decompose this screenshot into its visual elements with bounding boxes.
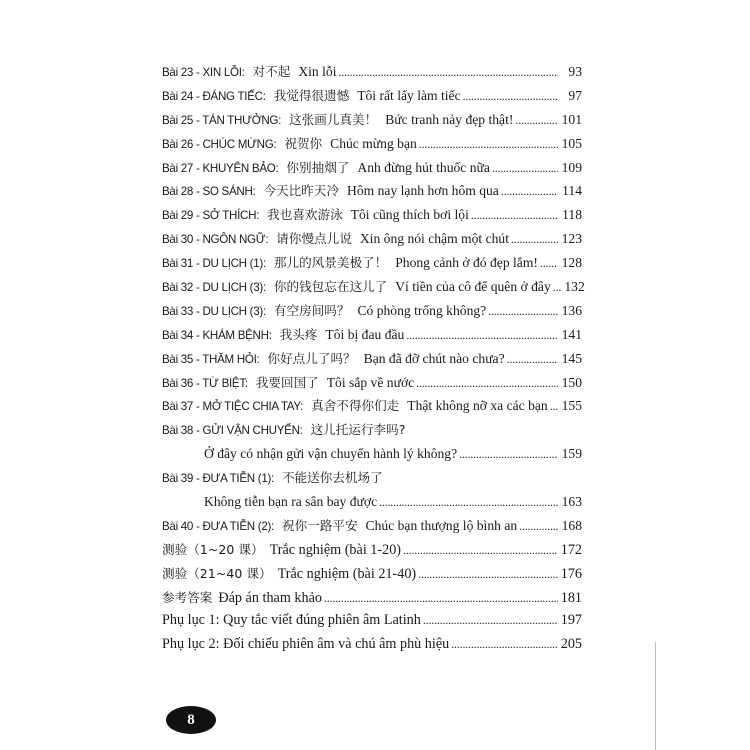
toc-entry-38-heading	[162, 418, 582, 442]
lesson-label: Bài 32 - DU LỊCH (3):	[162, 281, 266, 295]
toc-entry-29	[162, 203, 582, 227]
dot-leader	[540, 251, 558, 276]
toc-entry-23	[162, 60, 582, 84]
lesson-label: Bài 34 - KHÁM BỆNH:	[162, 328, 272, 342]
chinese-phrase: 我头疼	[279, 326, 318, 342]
page-ref: 114	[562, 183, 582, 199]
lesson-label: Bài 27 - KHUYÊN BẢO:	[162, 161, 279, 175]
toc-appendix-2	[162, 633, 582, 657]
vietnamese-phrase: Xin ông nói chậm một chút	[359, 231, 509, 247]
lesson-label: Bài 37 - MỞ TIỆC CHIA TAY:	[162, 400, 304, 414]
page-ref: 159	[561, 446, 582, 462]
vietnamese-phrase: Tôi sắp về nước	[326, 374, 415, 390]
page-ref: 123	[561, 231, 582, 247]
toc-entry-39-detail	[162, 490, 582, 514]
dot-leader	[418, 563, 558, 587]
page-ref: 150	[561, 374, 582, 390]
toc-entry-27	[162, 156, 582, 180]
chinese-phrase: 那儿的风景美极了！	[273, 255, 388, 271]
lesson-label: Bài 33 - DU LỊCH (3):	[162, 304, 266, 318]
dot-leader	[338, 60, 558, 85]
dot-leader	[451, 633, 558, 657]
page-ref: 168	[561, 517, 582, 533]
page-ref: 141	[561, 326, 582, 342]
lesson-label: Bài 24 - ĐÁNG TIẾC:	[162, 89, 266, 103]
toc-quiz-1	[162, 538, 582, 562]
vietnamese-phrase: Phong cảnh ở đó đẹp lắm!	[395, 255, 538, 271]
page-ref: 197	[560, 612, 582, 629]
chinese-phrase: 你别抽烟了	[286, 159, 350, 175]
toc-entry-38-detail	[162, 442, 582, 466]
dot-leader	[463, 84, 558, 109]
vietnamese-phrase: Tôi bị đau đầu	[325, 326, 405, 342]
chinese-phrase: 这儿托运行李吗?	[310, 422, 406, 438]
toc-answers	[162, 586, 582, 610]
toc-entry-34	[162, 323, 582, 347]
page-ref: 109	[561, 159, 582, 175]
vietnamese-phrase: Bức tranh này đẹp thật!	[385, 111, 514, 127]
page-ref: 205	[560, 636, 582, 653]
vietnamese-phrase: Chúc mừng bạn	[330, 135, 417, 151]
dot-leader	[406, 323, 558, 348]
dot-leader	[403, 539, 558, 563]
page-ref: 101	[561, 111, 582, 127]
toc-quiz-2	[162, 562, 582, 586]
page-ref: 93	[568, 64, 582, 79]
chinese-phrase: 真舍不得你们走	[311, 398, 400, 414]
lesson-label: Bài 23 - XIN LỖI:	[162, 66, 245, 79]
page-ref: 136	[561, 302, 582, 318]
appendix-title: Phụ lục 1: Quy tắc viết đúng phiên âm Latinh	[162, 612, 421, 629]
lesson-label: Bài 35 - THĂM HỎI:	[162, 352, 260, 366]
vietnamese-phrase: Bạn đã đỡ chút nào chưa?	[363, 350, 505, 366]
toc-appendix-1	[162, 609, 582, 633]
page-ref: 163	[561, 494, 582, 510]
chinese-phrase: 有空房间吗？	[273, 302, 350, 318]
vietnamese-phrase: Trắc nghiệm (bài 1-20)	[269, 541, 402, 558]
toc-entry-25	[162, 108, 582, 132]
lesson-label: Bài 31 - DU LỊCH (1):	[162, 257, 266, 271]
chinese-phrase: 测验（1~20 课）	[162, 541, 264, 557]
chinese-phrase: 参考答案	[162, 589, 213, 605]
page-ref: 172	[560, 541, 582, 558]
vietnamese-phrase: Hôm nay lạnh hơn hôm qua	[347, 183, 499, 199]
toc-entry-40	[162, 514, 582, 538]
toc-entry-33	[162, 299, 582, 323]
toc-entry-35	[162, 347, 582, 371]
vietnamese-phrase: Ví tiền của cô để quên ở đây	[395, 279, 551, 295]
lesson-label: Bài 26 - CHÚC MỪNG:	[162, 137, 277, 151]
vietnamese-phrase: Trắc nghiệm (bài 21-40)	[277, 565, 417, 582]
chinese-phrase: 今天比昨天冷	[263, 183, 340, 199]
lesson-label: Bài 38 - GỬI VẬN CHUYỂN:	[162, 424, 303, 438]
page-ref: 128	[561, 255, 582, 271]
chinese-phrase: 不能送你去机场了	[281, 470, 383, 486]
chinese-phrase: 我也喜欢游泳	[267, 207, 343, 223]
chinese-phrase: 测验（21~40 课）	[162, 565, 272, 581]
page-ref: 118	[562, 207, 582, 223]
dot-leader	[416, 371, 558, 396]
vietnamese-phrase: Tôi rất lấy làm tiếc	[357, 87, 461, 103]
dot-leader	[550, 394, 558, 419]
lesson-label: Bài 39 - ĐƯA TIỄN (1):	[162, 472, 274, 486]
vietnamese-phrase: Anh đừng hút thuốc nữa	[357, 159, 490, 175]
dot-leader	[423, 609, 558, 633]
toc-entry-30	[162, 227, 582, 251]
vietnamese-phrase: Đáp án tham khảo	[218, 589, 322, 606]
page-ref: 145	[561, 350, 582, 366]
page-ref: 176	[560, 565, 582, 582]
toc-entry-24	[162, 84, 582, 108]
page-ref: 181	[560, 589, 582, 606]
toc-entry-31	[162, 251, 582, 275]
chinese-phrase: 这张画儿真美！	[289, 111, 378, 127]
dot-leader	[511, 227, 558, 252]
page-number-badge: 8	[166, 706, 216, 734]
toc-entry-26	[162, 132, 582, 156]
dot-leader	[553, 275, 561, 300]
vietnamese-phrase: Có phòng trống không?	[357, 302, 487, 318]
chinese-phrase: 请你慢点儿说	[276, 231, 352, 247]
vietnamese-phrase: Chúc bạn thượng lộ bình an	[365, 517, 518, 533]
dot-leader	[515, 108, 558, 133]
vietnamese-phrase: Ở đây có nhận gửi vận chuyển hành lý không?	[204, 446, 458, 462]
vietnamese-phrase: Thật không nỡ xa các bạn	[407, 398, 548, 414]
dot-leader	[501, 179, 558, 204]
chinese-phrase: 我要回国了	[255, 374, 319, 390]
dot-leader	[459, 442, 558, 467]
dot-leader	[419, 132, 558, 157]
dot-leader	[492, 156, 558, 181]
lesson-label: Bài 40 - ĐƯA TIỄN (2):	[162, 519, 274, 533]
toc-entry-28	[162, 179, 582, 203]
dot-leader	[324, 587, 558, 611]
chinese-phrase: 祝贺你	[284, 135, 323, 151]
page-ref: 97	[568, 87, 582, 103]
page-edge-line	[655, 642, 656, 750]
dot-leader	[379, 490, 558, 515]
dot-leader	[488, 299, 558, 324]
dot-leader	[507, 347, 558, 372]
lesson-label: Bài 28 - SO SÁNH:	[162, 185, 256, 199]
vietnamese-phrase: Xin lỗi	[298, 64, 337, 79]
lesson-label: Bài 29 - SỞ THÍCH:	[162, 209, 260, 223]
chinese-phrase: 我觉得很遗憾	[273, 87, 350, 103]
lesson-label: Bài 36 - TỪ BIỆT:	[162, 376, 248, 390]
toc-entry-39-heading	[162, 466, 582, 490]
lesson-label: Bài 30 - NGÔN NGỮ:	[162, 233, 269, 247]
table-of-contents	[162, 60, 585, 657]
page-ref: 155	[561, 398, 582, 414]
page-ref: 105	[561, 135, 582, 151]
toc-entry-37	[162, 394, 582, 418]
appendix-title: Phụ lục 2: Đối chiếu phiên âm và chú âm phù hiệu	[162, 636, 450, 653]
vietnamese-phrase: Không tiễn bạn ra sân bay được	[204, 494, 378, 510]
vietnamese-phrase: Tôi cũng thích bơi lội	[350, 207, 469, 223]
dot-leader	[471, 203, 558, 228]
dot-leader	[519, 514, 558, 539]
chinese-phrase: 你好点儿了吗？	[267, 350, 356, 366]
toc-entry-32	[162, 275, 585, 299]
chinese-phrase: 对不起	[252, 64, 291, 79]
lesson-label: Bài 25 - TÁN THƯỞNG:	[162, 113, 282, 127]
chinese-phrase: 祝你一路平安	[281, 517, 358, 533]
page-ref: 132	[564, 279, 585, 295]
toc-entry-36	[162, 371, 582, 395]
chinese-phrase: 你的钱包忘在这儿了	[273, 279, 388, 295]
